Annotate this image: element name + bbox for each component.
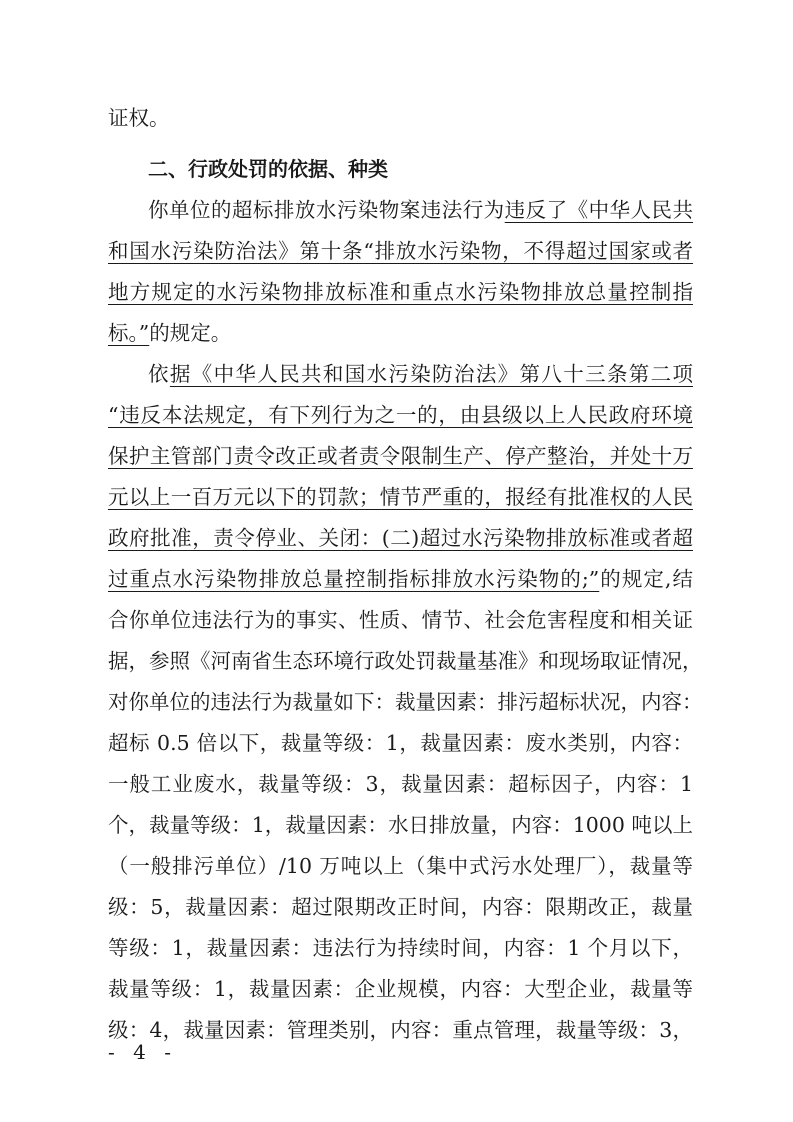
paragraph-line (108, 723, 693, 764)
paragraph-line (108, 190, 693, 231)
line-text: 级：4，裁量因素：管理类别，内容：重点管理，裁量等级：3， (108, 1018, 693, 1042)
section-heading (108, 149, 693, 190)
paragraph-line (108, 887, 693, 928)
underlined-text: 地方规定的水污染物排放标准和重点水污染物排放总量控制指 (108, 280, 693, 304)
paragraph-line (108, 805, 693, 846)
paragraph-line (108, 436, 693, 477)
line-text: （一般排污单位）/10 万吨以上（集中式污水处理厂），裁量等 (108, 854, 693, 878)
line-text: 级：5，裁量因素：超过限期改正时间，内容：限期改正，裁量 (108, 895, 693, 919)
line-text: 裁量等级：1，裁量因素：企业规模，内容：大型企业，裁量等 (108, 977, 693, 1001)
paragraph-line (108, 272, 693, 313)
line-text: 你单位的超标排放水污染物案违法行为 (148, 198, 505, 222)
underlined-text: 元以上一百万元以下的罚款；情节严重的，报经有批准权的人民 (108, 485, 693, 509)
underlined-text: 标。” (108, 321, 150, 345)
paragraph-line (108, 764, 693, 805)
line-text: 依 (148, 362, 170, 386)
paragraph-line (108, 559, 693, 600)
underlined-text: 和国水污染防治法》第十条“排放水污染物，不得超过国家或者 (108, 239, 693, 263)
line-text: 一般工业废水，裁量等级：3，裁量因素：超标因子，内容：1 (108, 772, 693, 796)
underlined-text: “违反本法规定，有下列行为之一的，由县级以上人民政府环境 (108, 403, 693, 427)
underlined-text: 据《中华人民共和国水污染防治法》第八十三条第二项 (169, 362, 694, 386)
line-text: 个，裁量等级：1，裁量因素：水日排放量，内容：1000 吨以上 (108, 813, 693, 837)
paragraph-line (108, 846, 693, 887)
paragraph-line (108, 518, 693, 559)
paragraph-line (108, 641, 703, 682)
paragraph-line (108, 313, 693, 354)
line-text: 证权。 (108, 106, 170, 130)
heading-text: 二、行政处罚的依据、种类 (148, 157, 388, 181)
line-text: 的规定。 (149, 321, 232, 345)
paragraph-line (108, 231, 693, 272)
paragraph-line (108, 928, 693, 969)
document-body (108, 98, 703, 1051)
paragraph-line (108, 477, 693, 518)
paragraph-line (108, 600, 693, 641)
line-text: 超标 0.5 倍以下，裁量等级：1，裁量因素：废水类别，内容： (108, 731, 693, 755)
paragraph-line (108, 969, 693, 1010)
underlined-text: 过重点水污染物排放总量控制指标排放水污染物的;” (108, 567, 600, 591)
paragraph-line (108, 682, 703, 723)
line-text: 的规定,结 (599, 567, 693, 591)
text-line (108, 98, 693, 139)
line-text: 据，参照《河南省生态环境行政处罚裁量基准》和现场取证情况， (108, 649, 703, 673)
paragraph-line (108, 354, 693, 395)
paragraph-line (108, 395, 693, 436)
line-text: 对你单位的违法行为裁量如下：裁量因素：排污超标状况，内容： (108, 690, 703, 714)
line-text: 等级：1，裁量因素：违法行为持续时间，内容：1 个月以下， (108, 936, 693, 960)
paragraph-line (108, 1010, 693, 1051)
underlined-text: 政府批准，责令停业、关闭：(二)超过水污染物排放标准或者超 (108, 526, 693, 550)
line-text: 合你单位违法行为的事实、性质、情节、社会危害程度和相关证 (108, 608, 693, 632)
page-number: - 4 - (108, 1040, 177, 1064)
underlined-text: 保护主管部门责令改正或者责令限制生产、停产整治，并处十万 (108, 444, 693, 468)
underlined-text: 违反了《中华人民共 (504, 198, 694, 222)
